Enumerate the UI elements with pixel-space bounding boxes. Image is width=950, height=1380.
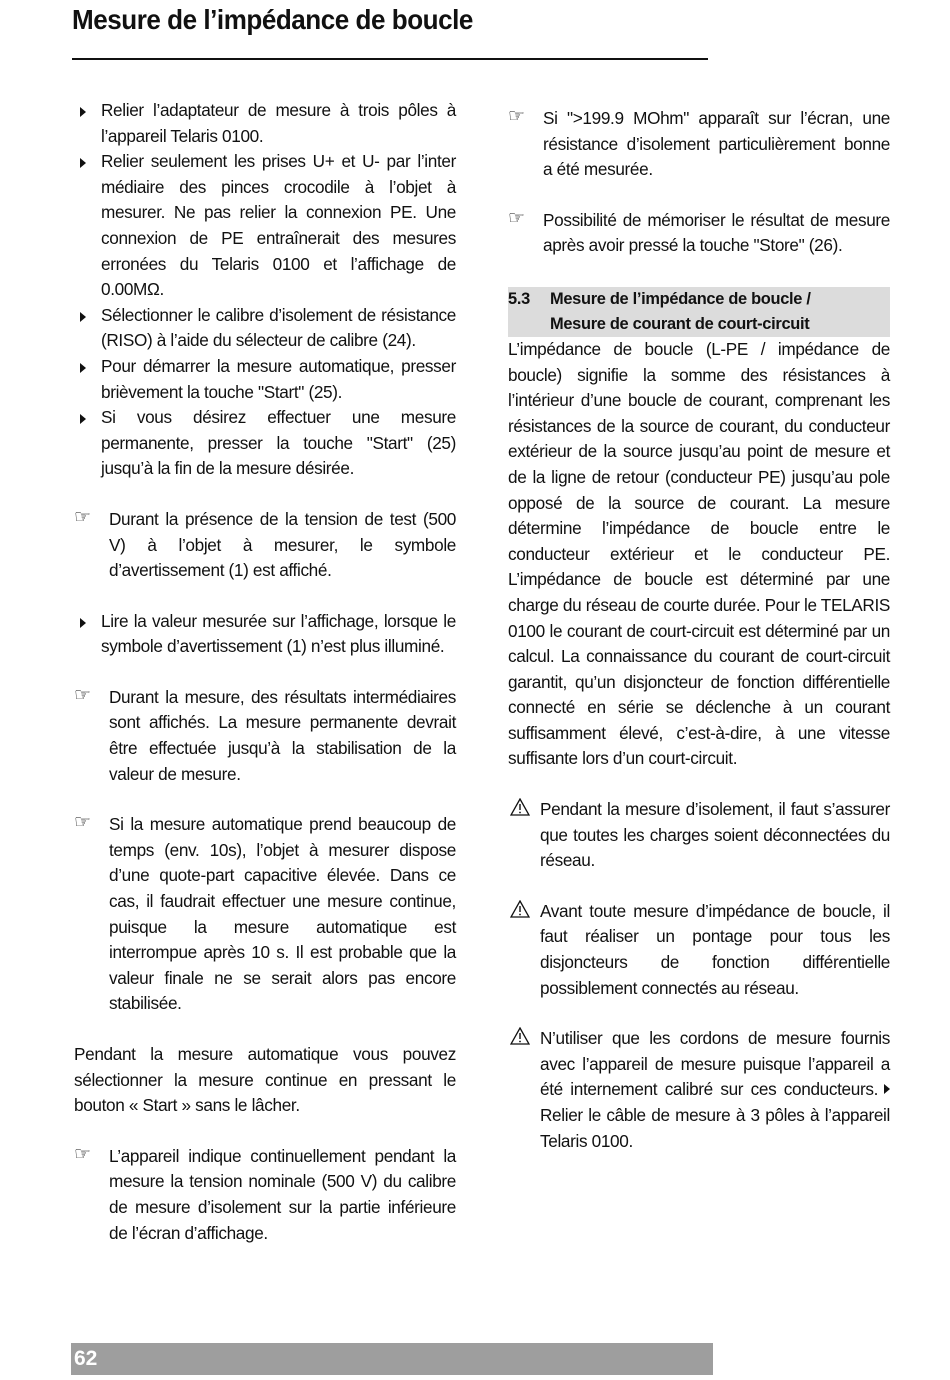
list-item: Pour démarrer la mesure automatique, presser brièvement la touche "Start" (25). xyxy=(74,354,456,405)
note: ☞ Possibilité de mémoriser le résultat de mesure après avoir pressé la touche "Store" (26). xyxy=(508,206,890,256)
triangle-bullet-icon xyxy=(80,414,86,424)
note: ☞ Si la mesure automatique prend beaucoup de temps (env. 10s), l’objet à mesurer dispose d’une quote-part capacitive élevée. Dans ce cas, il faudrait effectuer une mesure continue, puisque la mesure automatique est interrompue après 10 s. Il est probable que la valeur finale ne se serait alors pas encore stabilisée. xyxy=(74,811,456,1014)
title-rule xyxy=(72,58,708,60)
section-title-line1: Mesure de l’impédance de boucle / xyxy=(550,289,811,308)
note: ☞ Si ">199.9 MOhm" apparaît sur l’écran, une résistance d’isolement particulièrement bonne a été mesurée. xyxy=(508,105,890,180)
triangle-bullet-icon xyxy=(80,107,86,117)
triangle-bullet-icon xyxy=(80,618,86,628)
list-item: Relier l’adaptateur de mesure à trois pôles à l’appareil Telaris 0100. xyxy=(74,98,456,149)
triangle-bullet-icon xyxy=(80,158,86,168)
warning-icon xyxy=(510,798,530,816)
section-heading xyxy=(508,287,890,337)
pointing-hand-icon: ☞ xyxy=(74,811,91,834)
list-item: Si vous désirez effectuer une mesure permanente, presser la touche "Start" (25) jusqu’à la fin de la mesure désirée. xyxy=(74,405,456,482)
warning-note: Pendant la mesure d’isolement, il faut s’assurer que toutes les charges soient déconnectées du réseau. xyxy=(508,797,890,874)
pointing-hand-icon: ☞ xyxy=(508,105,525,127)
section-paragraph: L’impédance de boucle (L-PE / impédance de boucle) signifie la somme des résistances à l’intérieur d’une boucle de courant, comprenant les résistances de la source de courant, du conducteur extérieur de la source jusqu’au point de mesure et de la ligne de retour (conducteur PE) jusqu’au pole opposé de la source de courant. La mesure détermine l’impédance de boucle entre le conducteur extérieur et le conducteur PE. L’impédance de boucle est déterminé par une charge du réseau de courte durée. Pour le TELARIS 0100 le courant de court-circuit est déterminé par un calcul. La connaissance du courant de court-circuit garantit, qu’un disjoncteur de fonction différentielle connecté en série se déclenche à un courant suffisamment élevé, c’est-à-dire, à une vitesse suffisante lors d’un court-circuit. xyxy=(508,338,890,769)
section-number: 5.3 xyxy=(508,289,530,308)
page-title: Mesure de l’impédance de boucle xyxy=(72,4,473,35)
section-title-line2: Mesure de courant de court-circuit xyxy=(550,314,810,333)
triangle-bullet-icon xyxy=(80,363,86,373)
left-column xyxy=(74,98,456,1246)
page-number: 62 xyxy=(74,1347,98,1370)
pointing-hand-icon: ☞ xyxy=(74,505,91,528)
pointing-hand-icon: ☞ xyxy=(74,683,91,706)
note: ☞ L’appareil indique continuellement pendant la mesure la tension nominale (500 V) du calibre de mesure d’isolement sur la partie inférieure de l’écran d’affichage. xyxy=(74,1142,456,1243)
triangle-bullet-icon xyxy=(884,1084,890,1094)
footer-bar xyxy=(71,1343,713,1375)
paragraph: Pendant la mesure automatique vous pouvez sélectionner la mesure continue en pressant le bouton « Start » sans le lâcher. xyxy=(74,1044,456,1116)
note: ☞ Durant la mesure, des résultats intermédiaires sont affichés. La mesure permanente devrait être effectuée jusqu’à la stabilisation de la valeur de mesure. xyxy=(74,683,456,784)
list-item: Lire la valeur mesurée sur l’affichage, lorsque le symbole d’avertissement (1) n’est plus illuminé. xyxy=(74,609,456,660)
warning-note: N’utiliser que les cordons de mesure fournis avec l’appareil de mesure puisque l’appareil a été internement calibré sur ces conducteurs. Relier le câble de mesure à 3 pôles à l’appareil Telaris 0100. xyxy=(508,1026,890,1154)
warning-icon xyxy=(510,1027,530,1045)
warning-note: Avant toute mesure d’impédance de boucle, il faut réaliser un pontage pour tous les disjoncteurs de fonction différentielle possiblement connectés au réseau. xyxy=(508,899,890,1001)
warning-icon xyxy=(510,900,530,918)
list-item: Relier seulement les prises U+ et U- par l’inter médiaire des pinces crocodile à l’objet à mesurer. Ne pas relier la connexion PE. Une connexion de PE entraînerait des mesures erronées du Telaris 0100 et l’affichage de 0.00MΩ. xyxy=(74,149,456,303)
note: ☞ Durant la présence de la tension de test (500 V) à l’objet à mesurer, le symbole d’avertissement (1) est affiché. xyxy=(74,505,456,581)
pointing-hand-icon: ☞ xyxy=(508,206,525,229)
pointing-hand-icon: ☞ xyxy=(74,1142,91,1165)
list-item: Sélectionner le calibre d’isolement de résistance (RISO) à l’aide du sélecteur de calibre (24). xyxy=(74,303,456,354)
triangle-bullet-icon xyxy=(80,312,86,322)
right-column xyxy=(508,106,890,1154)
